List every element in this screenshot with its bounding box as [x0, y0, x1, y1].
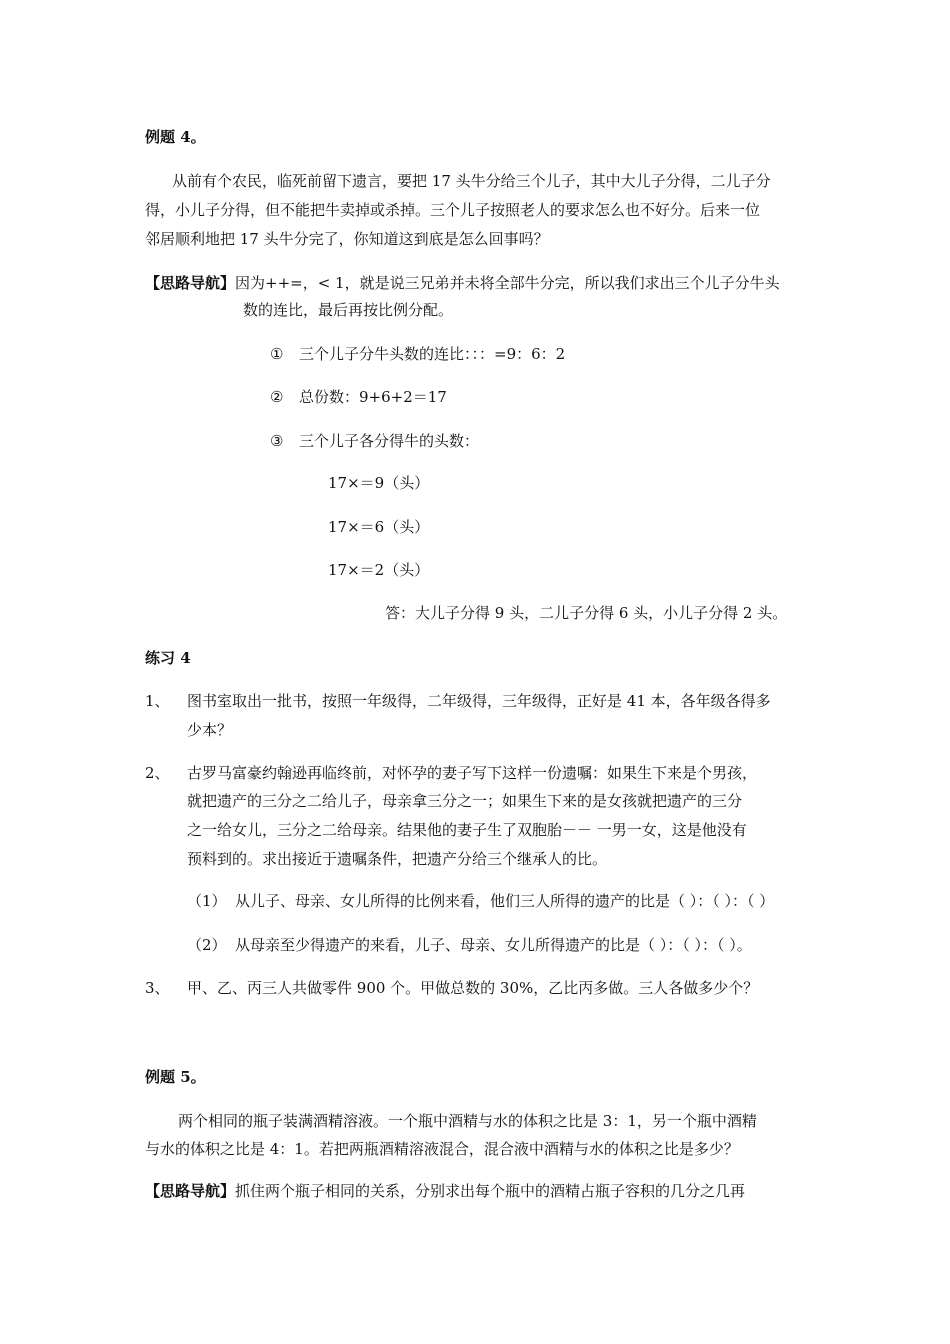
example-5-problem-line-1: 两个相同的瓶子装满酒精溶液。一个瓶中酒精与水的体积之比是 3：1，另一个瓶中酒精 [178, 1112, 757, 1130]
step-1-text: 三个儿子分牛头数的连比：：：=9：6：2 [299, 345, 566, 363]
step-2-text: 总份数：9+6+2＝17 [299, 388, 447, 406]
question-2-line-4: 预料到的。求出接近于遗嘱条件，把遗产分给三个继承人的比。 [187, 850, 608, 868]
hint-text: 抓住两个瓶子相同的关系，分别求出每个瓶中的酒精占瓶子容积的几分之几再 [235, 1182, 746, 1200]
question-3-number: 3、 [145, 979, 170, 997]
sub-question-1-text: 从儿子、母亲、女儿所得的比例来看，他们三人所得的遗产的比是（ ）：（ ）：（ ） [235, 892, 775, 910]
question-2-number: 2、 [145, 764, 170, 782]
calc-line-3: 17×＝2（头） [328, 561, 430, 579]
example-4-hint-line-1 [145, 273, 780, 293]
practice-4-title: 练习 4 [145, 649, 191, 667]
question-3-text: 甲、乙、丙三人共做零件 900 个。甲做总数的 30%，乙比丙多做。三人各做多少个？ [187, 979, 759, 997]
question-2-line-2: 就把遗产的三分之二给儿子，母亲拿三分之一；如果生下来的是女孩就把遗产的三分 [187, 792, 743, 810]
example-4-problem-line-3: 邻居顺利地把 17 头牛分完了，你知道这到底是怎么回事吗？ [145, 230, 549, 248]
question-1-number: 1、 [145, 692, 170, 710]
example-4-hint-line-2: 数的连比，最后再按比例分配。 [243, 301, 454, 319]
step-1-number: ① [270, 345, 284, 363]
calc-line-2: 17×＝6（头） [328, 518, 430, 536]
hint-text: 因为++=，< 1，就是说三兄弟并未将全部牛分完，所以我们求出三个儿子分牛头 [235, 274, 780, 292]
sub-question-2-text: 从母亲至少得遗产的来看，儿子、母亲、女儿所得遗产的比是（ ）：（ ）：（ ）。 [235, 936, 752, 954]
step-2-number: ② [270, 388, 284, 406]
hint-label: 【思路导航】 [145, 274, 236, 292]
question-2-line-3: 之一给女儿，三分之二给母亲。结果他的妻子生了双胞胎－－ 一男一女，这是他没有 [187, 821, 747, 839]
example-4-problem-line-1: 从前有个农民，临死前留下遗言，要把 17 头牛分给三个儿子，其中大儿子分得，二儿子分 [172, 172, 771, 190]
question-2-line-1: 古罗马富豪约翰逊再临终前，对怀孕的妻子写下这样一份遗嘱：如果生下来是个男孩， [187, 764, 758, 782]
example-5-title: 例题 5。 [145, 1068, 206, 1086]
hint-label: 【思路导航】 [145, 1182, 236, 1200]
question-1-line-2: 少本？ [187, 721, 233, 739]
question-1-line-1: 图书室取出一批书，按照一年级得，二年级得，三年级得，正好是 41 本，各年级各得多 [187, 692, 771, 710]
example-5-problem-line-2: 与水的体积之比是 4：1。若把两瓶酒精溶液混合，混合液中酒精与水的体积之比是多少？ [145, 1140, 739, 1158]
sub-question-2-number: （2） [187, 936, 227, 954]
sub-question-1-number: （1） [187, 892, 227, 910]
calc-line-1: 17×＝9（头） [328, 474, 430, 492]
step-3-text: 三个儿子各分得牛的头数： [299, 432, 480, 450]
step-3-number: ③ [270, 432, 284, 450]
example-4-title: 例题 4。 [145, 128, 206, 146]
example-4-problem-line-2: 得，小儿子分得，但不能把牛卖掉或杀掉。三个儿子按照老人的要求怎么也不好分。后来一位 [145, 201, 761, 219]
example-5-hint-line-1 [145, 1181, 745, 1201]
example-4-answer: 答：大儿子分得 9 头，二儿子分得 6 头，小儿子分得 2 头。 [385, 604, 788, 622]
